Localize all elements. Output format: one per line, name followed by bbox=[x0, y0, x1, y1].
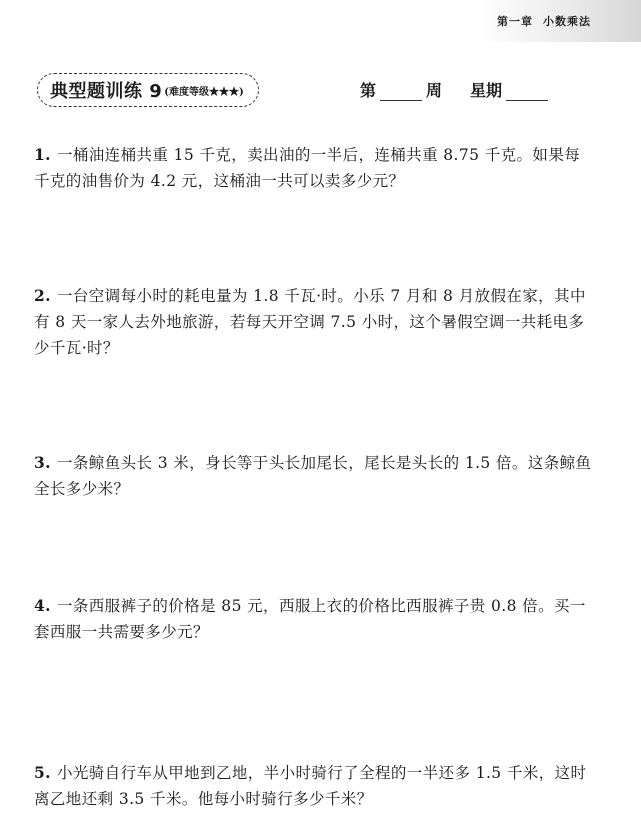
chapter-header bbox=[481, 0, 641, 42]
week-day-line bbox=[360, 78, 548, 101]
question-5 bbox=[34, 760, 594, 812]
weekday-blank[interactable] bbox=[506, 82, 548, 101]
question-text: 一条西服裤子的价格是 85 元，西服上衣的价格比西服裤子贵 0.8 倍。买一套西服一共需要多少元？ bbox=[34, 597, 586, 641]
difficulty-label: (难度等级★★★) bbox=[164, 86, 244, 98]
question-text: 一台空调每小时的耗电量为 1.8 千瓦·时。小乐 7 月和 8 月放假在家，其中有 8 天一家人去外地旅游，若每天开空调 7.5 小时，这个暑假空调一共耗电多少千瓦·时？ bbox=[34, 287, 586, 357]
exercise-title: 典型题训练 9 bbox=[50, 81, 163, 102]
question-3 bbox=[34, 450, 594, 502]
week-prefix: 第 bbox=[360, 81, 377, 100]
question-number: 4. bbox=[34, 596, 51, 615]
weekday-label: 星期 bbox=[470, 81, 503, 100]
question-number: 3. bbox=[34, 453, 51, 472]
week-label: 周 bbox=[426, 81, 443, 100]
chapter-label: 第一章 bbox=[497, 15, 533, 28]
question-text: 小光骑自行车从甲地到乙地，半小时骑行了全程的一半还多 1.5 千米，这时离乙地还剩 3.5 千米。他每小时骑行多少千米？ bbox=[34, 764, 587, 808]
question-number: 1. bbox=[34, 145, 51, 164]
question-2 bbox=[34, 283, 594, 361]
section-label: 小数乘法 bbox=[543, 15, 591, 28]
question-number: 5. bbox=[34, 763, 51, 782]
exercise-title-box bbox=[37, 73, 259, 107]
question-number: 2. bbox=[34, 286, 51, 305]
question-text: 一条鲸鱼头长 3 米，身长等于头长加尾长，尾长是头长的 1.5 倍。这条鲸鱼全长多少米？ bbox=[34, 454, 592, 498]
question-text: 一桶油连桶共重 15 千克，卖出油的一半后，连桶共重 8.75 千克。如果每千克的油售价为 4.2 元，这桶油一共可以卖多少元？ bbox=[34, 146, 581, 190]
question-4 bbox=[34, 593, 594, 645]
week-number-blank[interactable] bbox=[380, 82, 422, 101]
question-1 bbox=[34, 142, 594, 194]
